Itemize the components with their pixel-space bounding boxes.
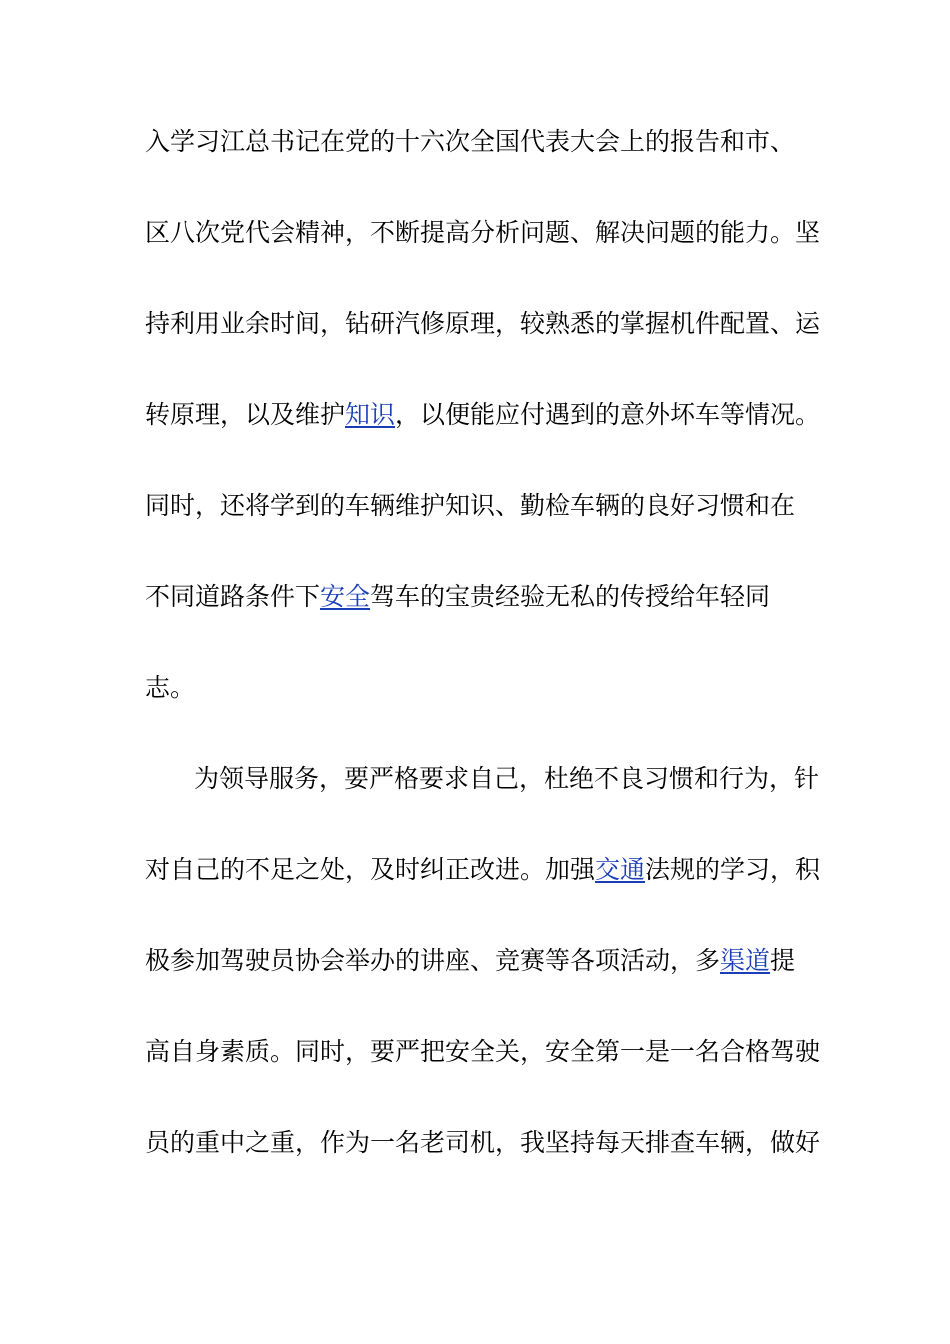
text-line: 志。 — [145, 673, 196, 702]
text-segment: 法规的学习，积 — [645, 855, 821, 884]
text-segment: ，以便能应付遇到的意外坏车等情况。 — [395, 400, 821, 429]
link-safety[interactable]: 安全 — [320, 582, 371, 611]
text-line: 持利用业余时间，钻研汽修原理，较熟悉的掌握机件配置、运 — [145, 309, 821, 338]
text-line — [145, 395, 821, 435]
text-segment: 对自己的不足之处，及时纠正改进。加强 — [145, 855, 596, 884]
text-line: 员的重中之重，作为一名老司机，我坚持每天排查车辆，做好 — [145, 1128, 821, 1157]
text-line: 高自身素质。同时，要严把安全关，安全第一是一名合格驾驶 — [145, 1037, 821, 1066]
text-segment: 驾车的宝贵经验无私的传授给年轻同 — [370, 582, 771, 611]
link-knowledge[interactable]: 知识 — [345, 400, 396, 429]
text-segment: 转原理，以及维护 — [145, 400, 346, 429]
text-segment: 提 — [770, 946, 796, 975]
text-line: 区八次党代会精神，不断提高分析问题、解决问题的能力。坚 — [145, 218, 821, 247]
text-line: 为领导服务，要严格要求自己，杜绝不良习惯和行为，针 — [194, 764, 820, 793]
text-segment: 不同道路条件下 — [145, 582, 321, 611]
text-segment: 极参加驾驶员协会举办的讲座、竞赛等各项活动，多 — [145, 946, 721, 975]
link-traffic[interactable]: 交通 — [595, 855, 646, 884]
link-channels[interactable]: 渠道 — [720, 946, 771, 975]
text-line: 入学习江总书记在党的十六次全国代表大会上的报告和市、 — [145, 127, 796, 156]
text-line — [145, 850, 821, 890]
text-line — [145, 577, 815, 617]
text-line: 同时，还将学到的车辆维护知识、勤检车辆的良好习惯和在 — [145, 491, 796, 520]
text-line — [145, 941, 815, 981]
